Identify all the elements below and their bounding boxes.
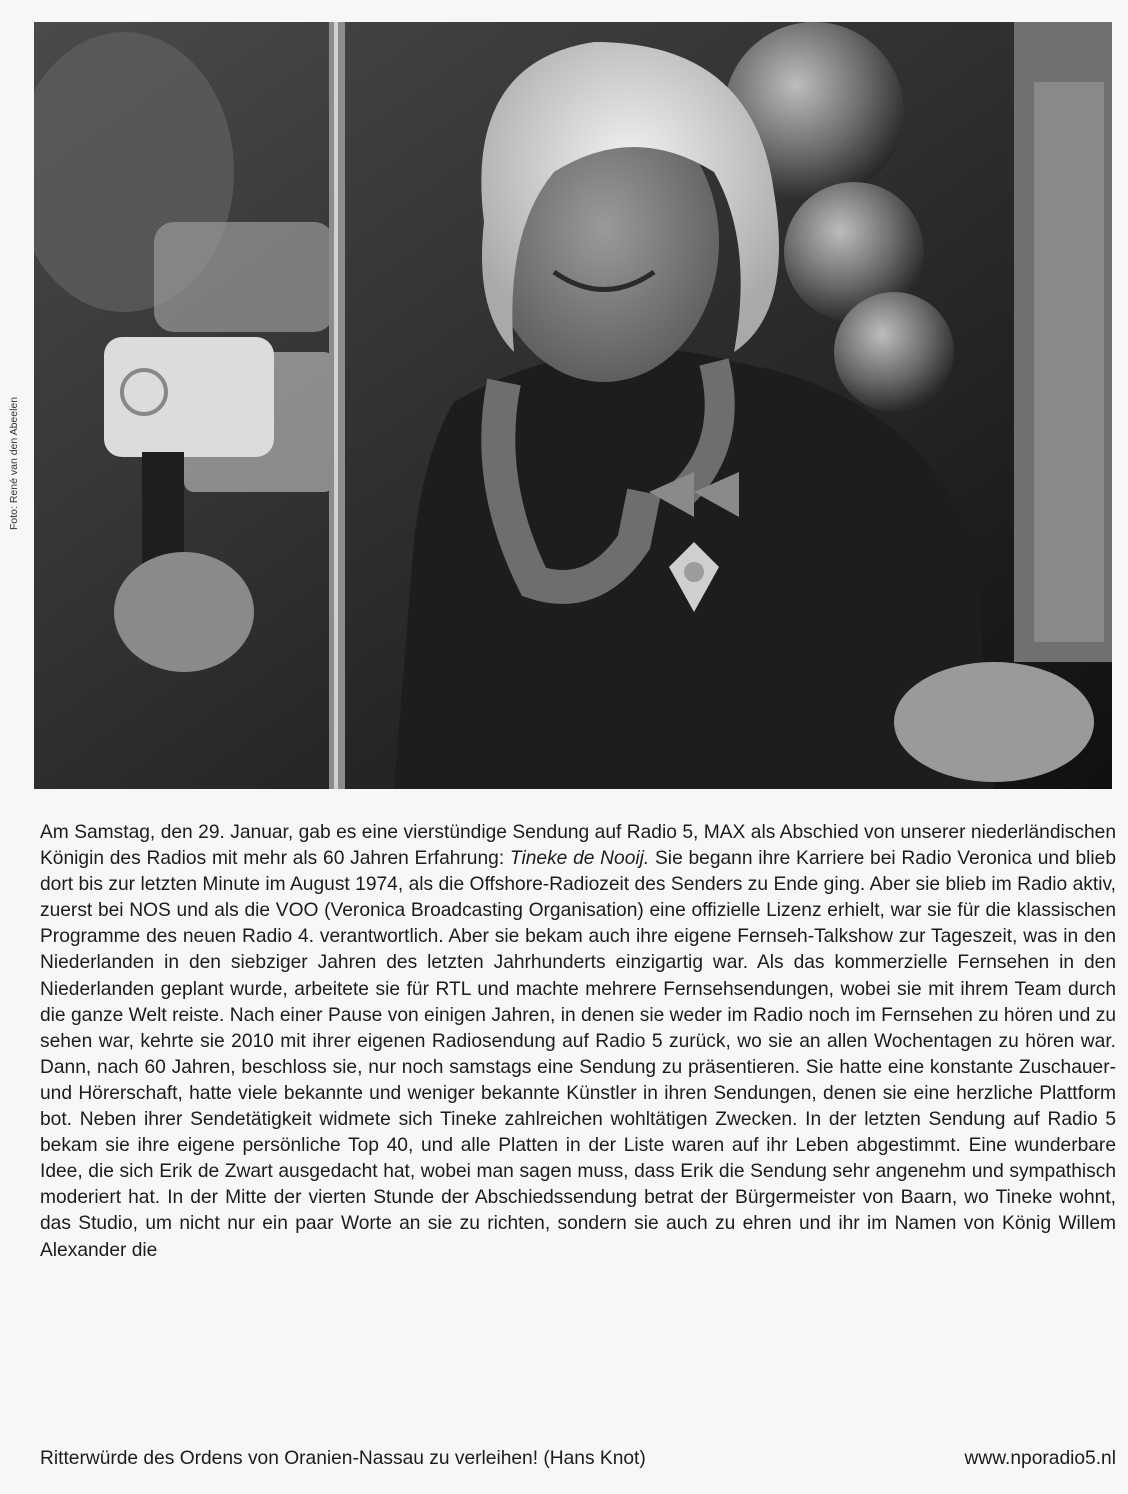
article-body: Sie begann ihre Karriere bei Radio Veronica und blieb dort bis zur letzten Minute im August 1974, als die Offshore-Radiozeit des Senders zu Ende ging. Aber sie blieb im Radio aktiv, zuerst bei NOS und als die VOO (Veronica Broadcasting Organisation) eine offizielle Lizenz erhielt, war sie für die klassischen Programme des neuen Radio 4. verantwortlich. Aber sie bekam auch ihre eigene Fernseh-Talkshow zur Tageszeit, was in den Niederlanden in den siebziger Jahren des letzten Jahrhunderts einzigartig war. Als das kommerzielle Fernsehen in den Niederlanden geplant wurde, arbeitete sie für RTL und machte mehrere Fernsehsendungen, wobei sie mit ihrem Team durch die ganze Welt reiste. Nach einer Pause von einigen Jahren, in denen sie weder im Radio noch im Fernsehen zu hören und zu sehen war, kehrte sie 2010 mit ihrer eigenen Radiosendung auf Radio 5 zurück, wo sie an allen Wochentagen zu hören war. Dann, nach 60 Jahren, beschloss sie, nur noch samstags eine Sendung zu präsentieren. Sie hatte eine konstante Zuschauer- und Hörerschaft, hatte viele bekannte und weniger bekannte Künstler in ihren Sendungen, denen sie eine herzliche Plattform bot. Neben ihrer Sendetätigkeit widmete sich Tineke zahlreichen wohltätigen Zwecken. In der letzten Sendung auf Radio 5 bekam sie ihre eigene persönliche Top 40, und alle Platten in der Liste waren auf ihr Leben abgestimmt. Eine wunderbare Idee, die sich Erik de Zwart ausgedacht hat, wobei man sagen muss, dass Erik die Sendung sehr angenehm und sympathisch moderiert hat. In der Mitte der vierten Stunde der Abschiedssendung betrat der Bürgermeister von Baarn, wo Tineke wohnt, das Studio, um nicht nur ein paar Worte an sie zu richten, sondern sie auch zu ehren und ihr im Namen von König Willem Alexander die: [40, 848, 1117, 1261]
article-last-line: Ritterwürde des Ordens von Oranien-Nassau zu verleihen! (Hans Knot): [40, 1448, 646, 1469]
article-text: [40, 820, 1116, 1264]
source-url: www.nporadio5.nl: [964, 1448, 1116, 1469]
portrait-photo-icon: [34, 22, 1112, 789]
article-footer: [40, 1446, 1116, 1472]
article-name: Tineke de Nooij.: [509, 848, 650, 870]
photo-credit: Foto: René van den Abeelen: [8, 396, 20, 530]
article-photo: [34, 22, 1112, 789]
article-intro: Am Samstag, den 29. Januar, gab es eine vierstündige Sendung auf Radio 5, MAX als Abschied von unserer niederländischen Königin des Radios mit mehr als 60 Jahren Erfahrung:: [40, 822, 1116, 870]
